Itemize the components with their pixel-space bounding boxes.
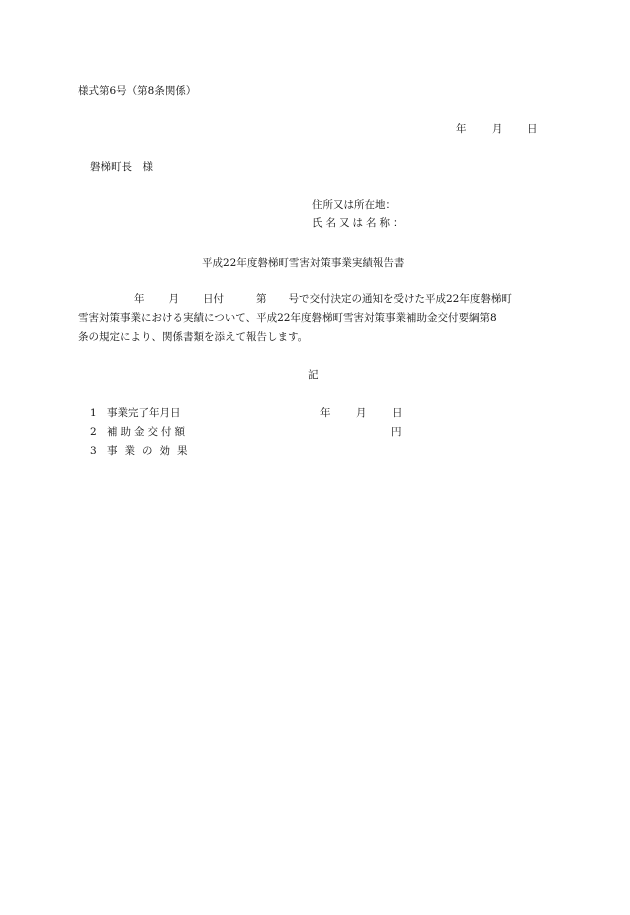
body-day-attach: 日付: [203, 293, 224, 305]
item-1-label: 事業完了年月日: [107, 407, 181, 419]
body-year: 年: [134, 293, 145, 305]
ki-heading: 記: [308, 369, 319, 381]
date-month-label: 月: [492, 123, 503, 135]
body-line-2: 雪害対策事業における実績について、平成22年度磐梯町雪害対策事業補助金交付要綱第8: [78, 312, 497, 324]
body-line-1: [78, 290, 554, 309]
addressee: 磐梯町長 様: [90, 161, 153, 173]
date-year-label: 年: [456, 123, 467, 135]
item-1-year: 年: [320, 407, 331, 419]
body-number-prefix: 第: [256, 293, 267, 305]
report-body: [78, 290, 554, 347]
body-line-3: 条の規定により、関係書類を添えて報告します。: [78, 331, 309, 343]
form-number: 様式第6号（第8条関係）: [78, 85, 197, 97]
body-month: 月: [168, 293, 179, 305]
item-2-number: 2: [90, 426, 97, 438]
date-day-label: 日: [527, 123, 538, 135]
address-label: 住所又は所在地：: [312, 199, 396, 211]
item-2-label: 補助金交付額: [107, 426, 188, 438]
item-3-label: 事業の効果: [107, 445, 195, 457]
body-line-1-rest: 号で交付決定の通知を受けた平成22年度磐梯町: [288, 293, 512, 305]
document-title: 平成22年度磐梯町雪害対策事業実績報告書: [202, 257, 405, 269]
name-label: 氏名又は名称：: [312, 217, 407, 229]
item-2-unit: 円: [391, 426, 402, 438]
item-1-month: 月: [356, 407, 367, 419]
item-1-number: 1: [90, 407, 97, 419]
item-1-day: 日: [392, 407, 403, 419]
item-3-number: 3: [90, 445, 97, 457]
